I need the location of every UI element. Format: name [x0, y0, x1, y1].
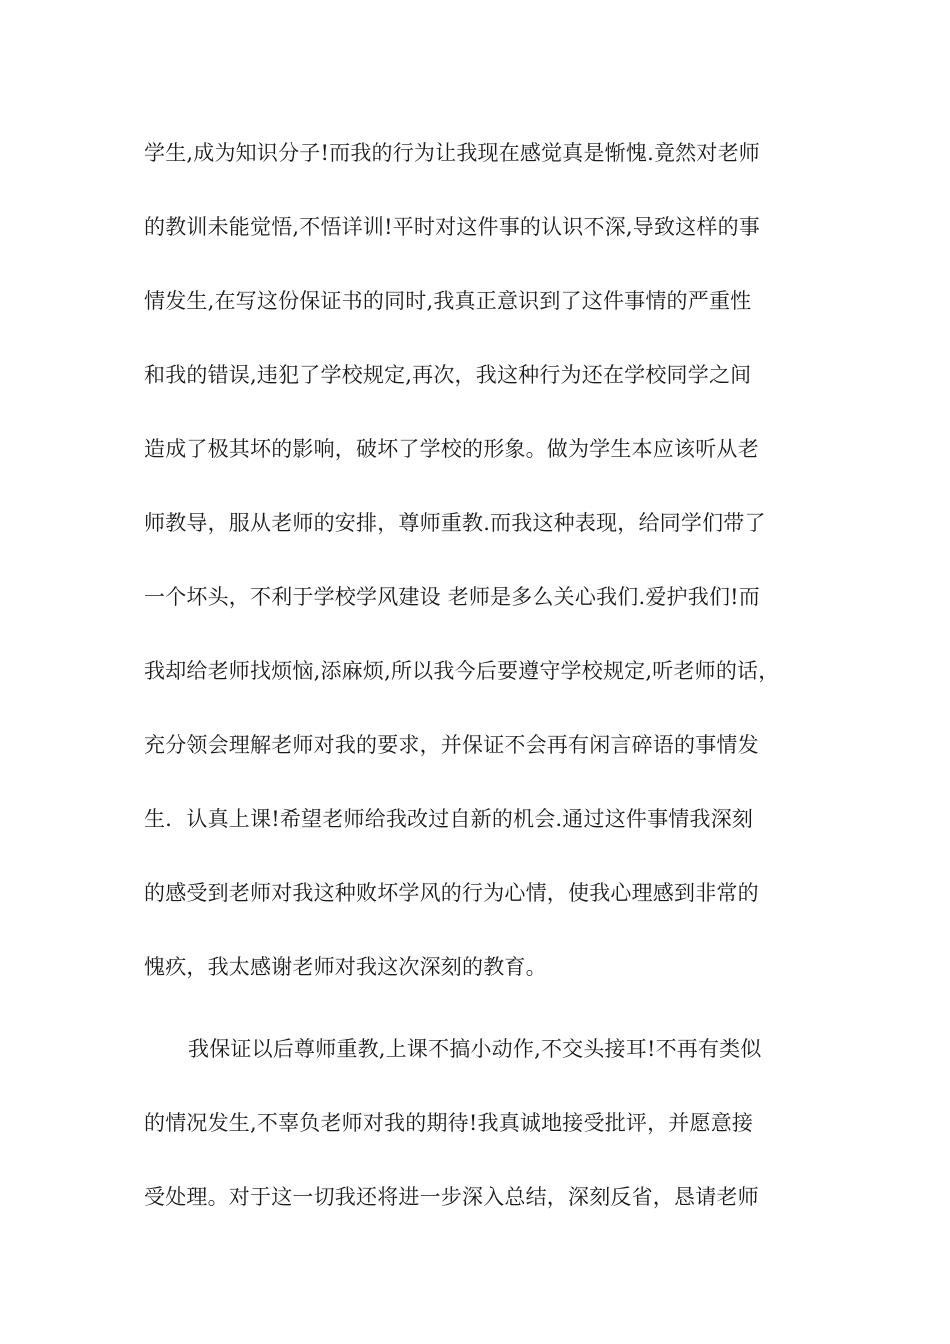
paragraph-first-line: 我保证以后尊师重教,上课不搞小动作,不交头接耳!不再有类似 — [188, 1037, 762, 1061]
text-line: 情发生,在写这份保证书的同时,我真正意识到了这件事情的严重性 — [144, 289, 752, 313]
text-line: 的教训未能觉悟,不悟详训!平时对这件事的认识不深,导致这样的事 — [144, 215, 760, 239]
text-line: 和我的错误,违犯了学校规定,再次，我这种行为还在学校同学之间 — [144, 363, 752, 387]
text-line: 学生,成为知识分子!而我的行为让我现在感觉真是惭愧.竟然对老师 — [144, 141, 760, 165]
text-line: 愧疚，我太感谢老师对我这次深刻的教育。 — [144, 955, 547, 979]
text-line: 的感受到老师对我这种败坏学风的行为心情，使我心理感到非常的 — [144, 881, 759, 905]
text-line: 一个坏头，不利于学校学风建设 老师是多么关心我们.爱护我们!而 — [144, 585, 760, 609]
text-line: 充分领会理解老师对我的要求，并保证不会再有闲言碎语的事情发 — [144, 733, 759, 757]
text-line: 我却给老师找烦恼,添麻烦,所以我今后要遵守学校规定,听老师的话， — [144, 659, 780, 683]
text-line: 造成了极其坏的影响，破坏了学校的形象。做为学生本应该听从老 — [144, 437, 759, 461]
text-line: 师教导，服从老师的安排，尊师重教.而我这种表现，给同学们带了 — [144, 511, 766, 535]
text-line: 的情况发生,不辜负老师对我的期待!我真诚地接受批评，并愿意接 — [144, 1111, 754, 1135]
text-line: 受处理。对于这一切我还将进一步深入总结，深刻反省，恳请老师 — [144, 1185, 759, 1209]
text-line: 生．认真上课!希望老师给我改过自新的机会.通过这件事情我深刻 — [144, 807, 754, 831]
